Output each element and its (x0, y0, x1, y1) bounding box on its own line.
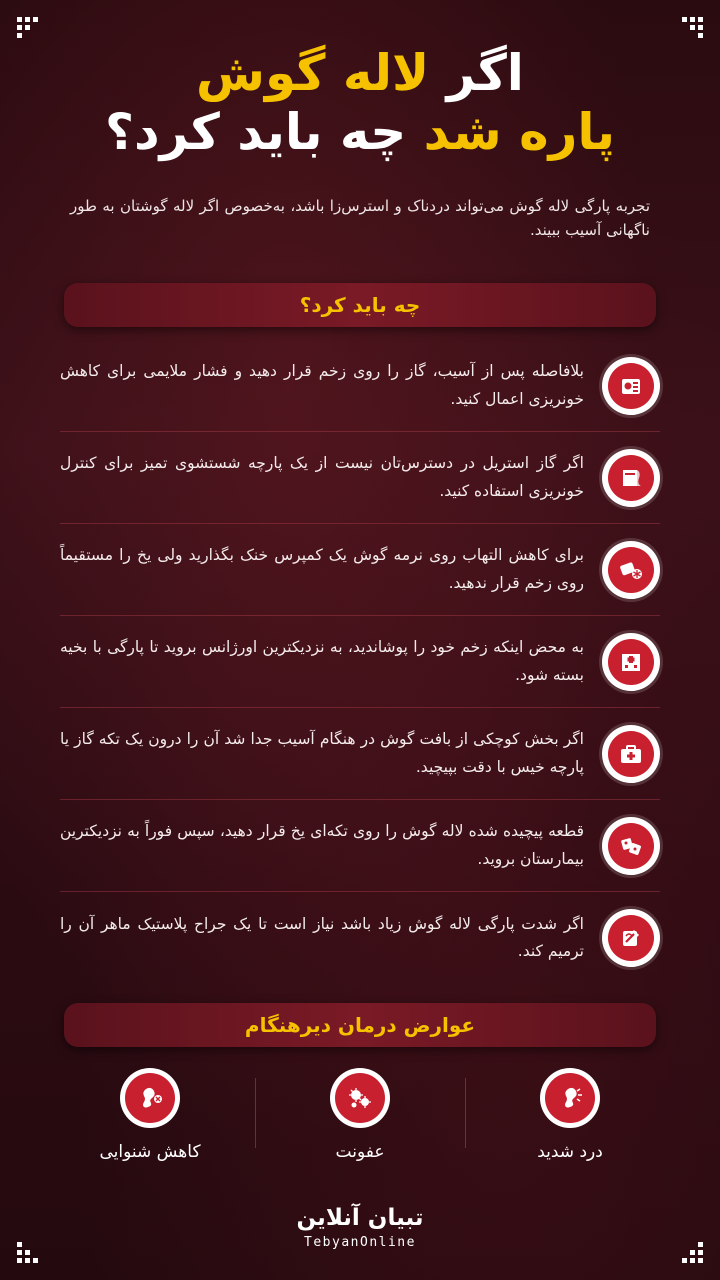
cloth-icon (617, 464, 645, 492)
steps-list (60, 340, 660, 984)
list-item (60, 340, 660, 432)
title-what-to-do: چه باید کرد؟ (105, 103, 407, 161)
step-icon-badge (602, 541, 660, 599)
title-line-2 (0, 103, 720, 162)
list-item (60, 432, 660, 524)
step-text: قطعه پیچیده شده لاله گوش را روی تکه‌ای یخ قرار دهید، سپس فوراً به نزدیکترین بیمارستان بروید. (60, 822, 584, 868)
complication-icon-badge (540, 1068, 600, 1128)
brand-logo (0, 1205, 720, 1250)
intro-paragraph: تجربه پارگی لاله گوش می‌تواند دردناک و استرس‌زا باشد، به‌خصوص اگر لاله گوشتان به طور ناگهانی آسیب ببیند. (70, 197, 650, 239)
step-text: اگر شدت پارگی لاله گوش زیاد باشد نیاز است تا یک جراح پلاستیک ماهر آن را ترمیم کند. (60, 914, 584, 960)
step-icon-badge (602, 633, 660, 691)
complication-label: درد شدید (537, 1142, 603, 1162)
surgeon-icon (617, 924, 645, 952)
germs-icon (345, 1083, 375, 1113)
cold-pack-icon (617, 556, 645, 584)
complication-infection (270, 1068, 450, 1178)
step-text: اگر گاز استریل در دسترس‌تان نیست از یک پارچه شستشوی تمیز برای کنترل خونریزی استفاده کنید. (60, 454, 584, 500)
list-item (60, 524, 660, 616)
list-item (60, 800, 660, 892)
brand-name-en: TebyanOnline (304, 1235, 416, 1250)
first-aid-kit-icon (617, 740, 645, 768)
section-header-what-to-do: چه باید کرد؟ (64, 283, 656, 327)
step-text: بلافاصله پس از آسیب، گاز را روی زخم قرار دهید و فشار ملایمی برای کاهش خونریزی اعمال کنید. (60, 362, 584, 408)
bandage-gauze-icon (617, 372, 645, 400)
list-item (60, 616, 660, 708)
step-icon-badge (602, 725, 660, 783)
complication-hearing-loss (60, 1068, 240, 1178)
title-line-1 (0, 44, 720, 103)
complication-severe-pain (480, 1068, 660, 1178)
complication-icon-badge (330, 1068, 390, 1128)
step-icon-badge (602, 357, 660, 415)
step-text: برای کاهش التهاب روی نرمه گوش یک کمپرس خنک بگذارید ولی یخ را مستقیماً روی زخم قرار ندهید. (60, 546, 584, 592)
title-earlobe: لاله گوش (196, 44, 430, 102)
step-icon-badge (602, 909, 660, 967)
corner-ornament-top-left (14, 14, 44, 44)
step-text: به محض اینکه زخم خود را پوشاندید، به نزدیکترین اورژانس بروید تا پارگی با بخیه بسته شود. (60, 638, 584, 684)
divider (465, 1078, 466, 1148)
ice-cubes-icon (617, 832, 645, 860)
step-text: اگر بخش کوچکی از بافت گوش در هنگام آسیب جدا شد آن را درون یک تکه گاز یا پارچه خیس با دقت بپیچید. (60, 730, 584, 776)
complication-label: کاهش شنوایی (99, 1142, 201, 1162)
list-item (60, 708, 660, 800)
page-title (0, 44, 720, 162)
complications-row (60, 1068, 660, 1178)
ear-hearing-loss-icon (135, 1083, 165, 1113)
complication-icon-badge (120, 1068, 180, 1128)
title-torn: پاره شد (423, 103, 615, 161)
corner-ornament-top-right (676, 14, 706, 44)
hospital-icon (617, 648, 645, 676)
list-item (60, 892, 660, 984)
step-icon-badge (602, 817, 660, 875)
brand-name-fa: تبیان آنلاین (296, 1205, 424, 1231)
ear-pain-icon (555, 1083, 585, 1113)
complication-label: عفونت (335, 1142, 385, 1162)
divider (255, 1078, 256, 1148)
section-header-late-treatment-complications: عوارض درمان دیرهنگام (64, 1003, 656, 1047)
title-word-if: اگر (446, 44, 524, 102)
step-icon-badge (602, 449, 660, 507)
